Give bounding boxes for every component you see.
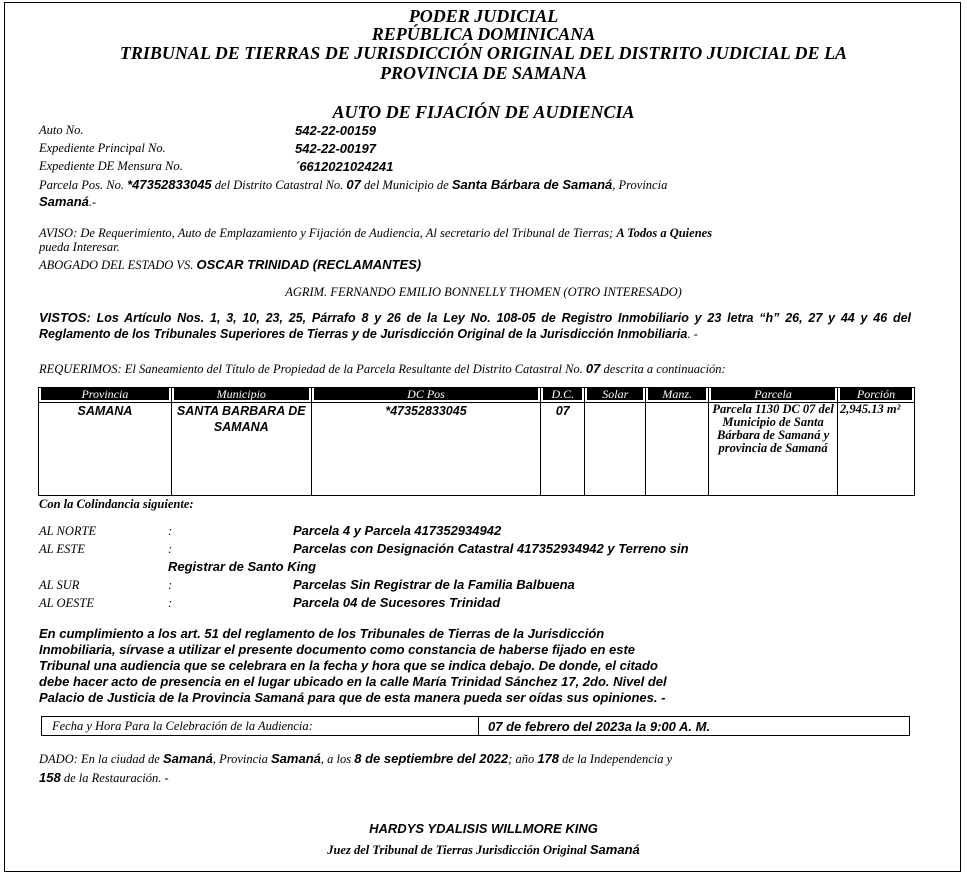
- exp-principal-value: 542-22-00197: [295, 141, 376, 156]
- table-header-row: [39, 388, 915, 403]
- abogado-line: ABOGADO DEL ESTADO VS. OSCAR TRINIDAD (RECLAMANTES): [39, 257, 422, 272]
- cell-parcela: Parcela 1130 DC 07 del Municipio de Santa Bárbara de Samaná y provincia de Samaná: [709, 403, 838, 496]
- requerimos-line: REQUERIMOS: El Saneamiento del Título de Propiedad de la Parcela Resultante del Distrito Catastral No. 07 descrita a continuación:: [39, 361, 726, 376]
- norte-value: Parcela 4 y Parcela 417352934942: [293, 523, 502, 538]
- parcela-line: Parcela Pos. No. *47352833045 del Distrito Catastral No. 07 del Municipio de Santa Bárbara de Samaná, Provincia: [39, 177, 668, 192]
- header-tribunal: TRIBUNAL DE TIERRAS DE JURISDICCIÓN ORIGINAL DEL DISTRITO JUDICIAL DE LA: [119, 43, 848, 63]
- cumplimiento-line-5: Palacio de Justicia de la Provincia Samaná para que de esta manera pueda ser oídas sus opiniones. -: [39, 690, 666, 705]
- cumplimiento-line-1: En cumplimiento a los art. 51 del reglamento de los Tribunales de Tierras de la Jurisdicción: [39, 626, 605, 641]
- norte-label: AL NORTE: [39, 524, 97, 538]
- parcel-table: [38, 387, 915, 496]
- norte-colon: :: [168, 524, 173, 538]
- cumplimiento-line-4: debe hacer acto de presencia en el lugar ubicado en la calle María Trinidad Sánchez 17, 2do. Nivel del: [39, 674, 667, 689]
- fecha-label: Fecha y Hora Para la Celebración de la Audiencia:: [52, 719, 313, 733]
- cumplimiento-line-2: Inmobiliaria, sírvase a utilizar el presente documento como constancia de haberse fijado en este: [39, 642, 636, 657]
- cell-porcion: 2,945.13 m²: [838, 403, 915, 496]
- header-dc: D.C.: [541, 388, 585, 403]
- aviso: AVISO: De Requerimiento, Auto de Emplazamiento y Fijación de Audiencia, Al secretario del Tribunal de Tierras; A Todos a Quienes: [39, 226, 713, 240]
- header-provincia: Provincia: [39, 388, 172, 403]
- vistos-paragraph: VISTOS: Los Artículo Nos. 1, 3, 10, 23, 25, Párrafo 8 y 26 de la Ley No. 108-05 de Registro Inmobiliario y 23 letra “h” 26, 27 y 44 y 46 del Reglamento de los Tribunales Superiores de Tierras y de Jurisdicción Original de la Jurisdicción Inmobiliaria. -: [39, 310, 911, 341]
- cell-solar: [585, 403, 646, 496]
- este-label: AL ESTE: [39, 542, 85, 556]
- sur-value: Parcelas Sin Registrar de la Familia Balbuena: [293, 577, 575, 592]
- signature-title: Juez del Tribunal de Tierras Jurisdicción Original Samaná: [327, 842, 640, 857]
- auto-value: 542-22-00159: [295, 123, 376, 138]
- exp-mensura-value: ´6612021024241: [295, 159, 394, 174]
- signature-name: HARDYS YDALISIS WILLMORE KING: [369, 821, 598, 836]
- sur-colon: :: [168, 578, 173, 592]
- table-row: [39, 403, 915, 496]
- header-porcion: Porción: [838, 388, 915, 403]
- fecha-value: 07 de febrero del 2023a la 9:00 A. M.: [488, 719, 711, 734]
- dado-line: DADO: En la ciudad de Samaná, Provincia Samaná, a los 8 de septiembre del 2022; año 178 de la Independencia y: [39, 751, 673, 766]
- dado-line-2: 158 de la Restauración. -: [39, 770, 169, 785]
- oeste-value: Parcela 04 de Sucesores Trinidad: [293, 595, 501, 610]
- este-colon: :: [168, 542, 173, 556]
- fecha-divider: [478, 717, 479, 735]
- este-value-2: Registrar de Santo King: [168, 559, 317, 574]
- header-provincia: PROVINCIA DE SAMANA: [379, 63, 588, 83]
- header-dc-pos: DC Pos: [311, 388, 541, 403]
- cell-dc-pos: *47352833045: [311, 403, 541, 496]
- header-manz: Manz.: [646, 388, 709, 403]
- este-value: Parcelas con Designación Catastral 417352934942 y Terreno sin: [293, 541, 689, 556]
- cell-provincia: SAMANA: [39, 403, 172, 496]
- agrim-line: AGRIM. FERNANDO EMILIO BONNELLY THOMEN (OTRO INTERESADO): [285, 285, 682, 299]
- colindancia-title: Con la Colindancia siguiente:: [39, 497, 194, 511]
- auto-label: Auto No.: [39, 123, 84, 137]
- exp-mensura-label: Expediente DE Mensura No.: [39, 159, 183, 173]
- cumplimiento-line-3: Tribunal una audiencia que se celebrara en la fecha y hora que se indica debajo. De donde, el citado: [39, 658, 658, 673]
- header-poder-judicial: PODER JUDICIAL: [408, 6, 559, 26]
- fecha-box: [41, 716, 910, 736]
- header-municipio: Municipio: [171, 388, 311, 403]
- oeste-label: AL OESTE: [39, 596, 94, 610]
- oeste-colon: :: [168, 596, 173, 610]
- cell-dc: 07: [541, 403, 585, 496]
- parcela-line-2: Samaná.-: [39, 194, 97, 209]
- header-parcela: Parcela: [709, 388, 838, 403]
- header-republica: REPÚBLICA DOMINICANA: [371, 24, 596, 44]
- cell-municipio: SANTA BARBARA DE SAMANA: [171, 403, 311, 496]
- document-title: AUTO DE FIJACIÓN DE AUDIENCIA: [332, 102, 635, 122]
- sur-label: AL SUR: [39, 578, 80, 592]
- header-solar: Solar: [585, 388, 646, 403]
- exp-principal-label: Expediente Principal No.: [39, 141, 166, 155]
- document-page: [4, 2, 961, 872]
- cell-manz: [646, 403, 709, 496]
- aviso-line-2: pueda Interesar.: [39, 240, 120, 254]
